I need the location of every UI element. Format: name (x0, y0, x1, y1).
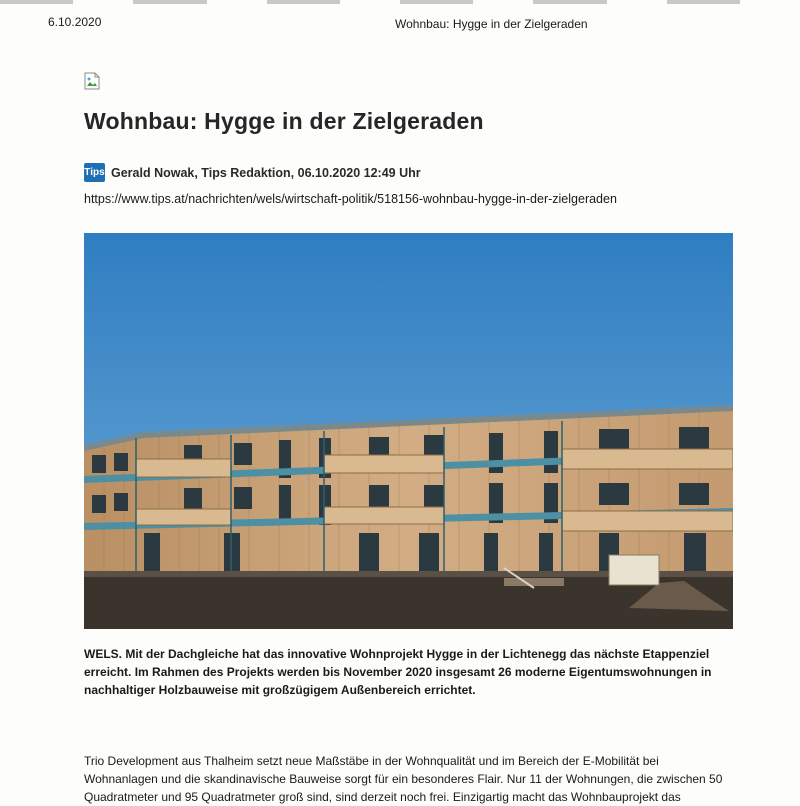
article-headline: Wohnbau: Hygge in der Zielgeraden (84, 108, 484, 134)
article-lead: WELS. Mit der Dachgleiche hat das innovative Wohnprojekt Hygge in der Lichtenegg das nächste Etappenziel erreicht. Im Rahmen des Projekts werden bis November 2020 insgesamt 26 moderne Eigentumswohnungen in nachhaltiger Holzbauweise mit großzügigem Außenbereich errichtet. (84, 647, 712, 697)
article-body-paragraph: Trio Development aus Thalheim setzt neue Maßstäbe in der Wohnqualität und im Bereich der E-Mobilität bei Wohnanlagen und die skandinavische Bauweise sorgt für ein besonderes Flair. Nur 11 der Wohnungen, die zwischen 50 Quadratmeter und 95 Quadratmeter groß sind, sind derzeit noch frei. Einzigartig macht das Wohnbauprojekt das (84, 754, 723, 804)
byline (84, 163, 421, 182)
broken-image-icon (84, 72, 100, 90)
print-header-title: Wohnbau: Hygge in der Zielgeraden (395, 17, 588, 31)
scan-top-edge (0, 0, 800, 6)
article-url-link[interactable]: https://www.tips.at/nachrichten/wels/wirtschaft-politik/518156-wohnbau-hygge-in-der-zielgeraden (84, 192, 617, 206)
building-photo (84, 233, 733, 629)
tips-logo: Tips (84, 163, 105, 182)
print-date: 6.10.2020 (48, 15, 102, 29)
byline-text: Gerald Nowak, Tips Redaktion, 06.10.2020 12:49 Uhr (111, 165, 421, 180)
